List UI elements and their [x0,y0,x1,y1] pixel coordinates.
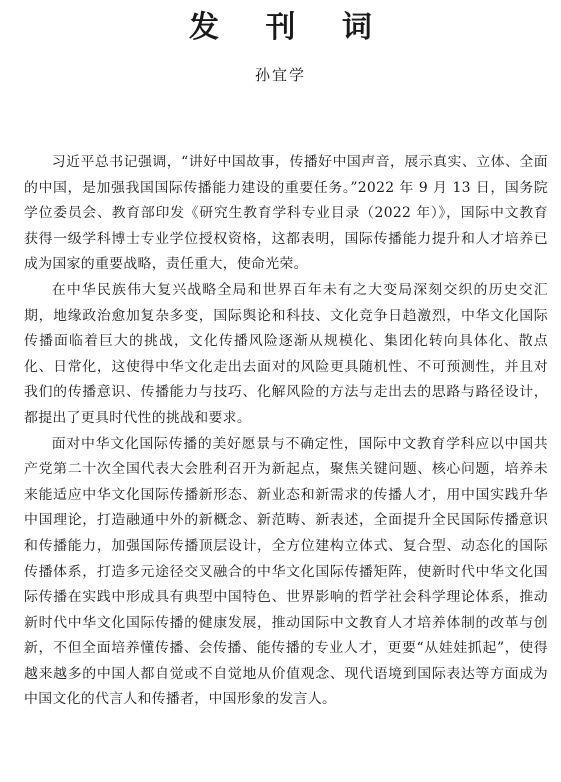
paragraph-3: 面对中华文化国际传播的美好愿景与不确定性，国际中文教育学科应以中国共产党第二十次全国代表大会胜利召开为新起点，聚焦关键问题、核心问题，培养未来能适应中华文化国际传播新形态、新业态和新需求的传播人才，用中国实践升华中国理论，打造融通中外的新概念、新范畴、新表述，全面提升全民国际传播意识和传播能力，加强国际传播顶层设计，全方位建构立体式、复合型、动态化的国际传播体系，打造多元途径交叉融合的中华文化国际传播矩阵，使新时代中华文化国际传播在实践中形成具有典型中国特色、世界影响的哲学社会科学理论体系，推动新时代中华文化国际传播的健康发展，推动国际中文教育人才培养体制的改革与创新，不但全面培养懂传播、会传播、能传播的专业人才，更要“从娃娃抓起”，使得越来越多的中国人都自觉或不自觉地从价值观念、现代语境到国际表达等方面成为中国文化的代言人和传播者，中国形象的发言人。 [24,435,548,708]
article-title: 发 刊 词 [189,10,390,45]
article-body [24,150,548,713]
paragraph-1: 习近平总书记强调，“讲好中国故事，传播好中国声音，展示真实、立体、全面的中国，是加强我国国际传播能力建设的重要任务。”2022 年 9 月 13 日，国务院学位委员会、教育部印发《研究生教育学科专业目录（2022 年）》，国际中文教育获得一级学科博士专业学位授权资格，这都表明，国际传播能力提升和人才培养已成为国家的重要战略，责任重大，使命光荣。 [24,154,548,273]
article-author: 孙宜学 [254,66,306,84]
paragraph-2: 在中华民族伟大复兴战略全局和世界百年未有之大变局深刻交织的历史交汇期，地缘政治愈加复杂多变，国际舆论和科技、文化竞争日趋激烈，中华文化国际传播面临着巨大的挑战，文化传播风险逐渐从规模化、集团化转向具体化、散点化、日常化，这使得中华文化走出去面对的风险更具随机性、不可预测性，并且对我们的传播意识、传播能力与技巧、化解风险的方法与走出去的思路与路径设计，都提出了更具时代性的挑战和要求。 [24,281,548,426]
